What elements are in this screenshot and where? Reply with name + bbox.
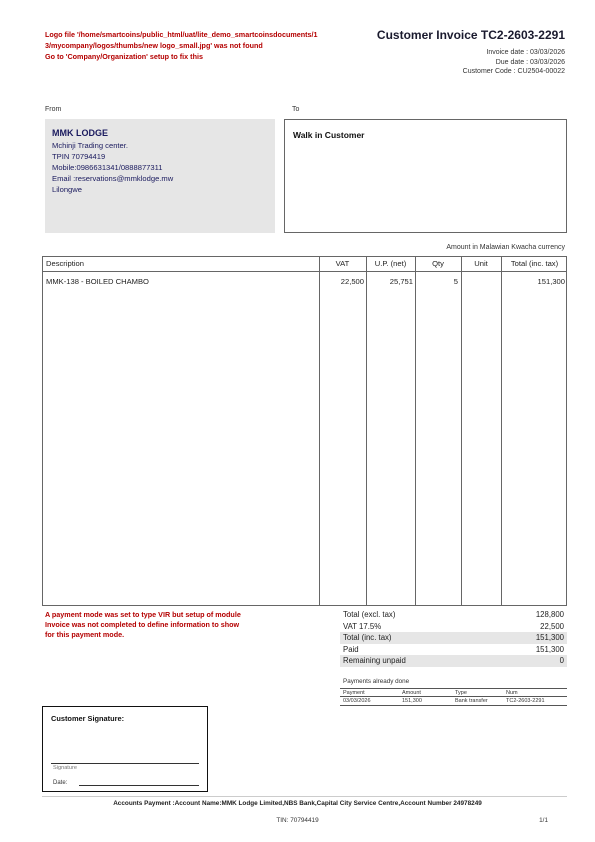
- invoice-date: Invoice date : 03/03/2026: [486, 49, 565, 56]
- total-inc-tax-row: [340, 632, 567, 644]
- customer-name: Walk in Customer: [293, 130, 365, 140]
- payments-header-amount: Amount: [402, 690, 421, 696]
- payments-header-payment: Payment: [343, 690, 365, 696]
- payment-warning-line: A payment mode was set to type VIR but setup of module: [45, 610, 241, 619]
- bank-details: Accounts Payment :Account Name:MMK Lodge Limited,NBS Bank,Capital City Service Centre,Account Number 24978249: [113, 800, 482, 807]
- line-vat: 22,500: [340, 277, 364, 286]
- column-header-description: Description: [46, 259, 84, 268]
- line-description: MMK-138 - BOILED CHAMBO: [46, 277, 149, 286]
- header-divider: [43, 271, 566, 272]
- from-label: From: [45, 106, 62, 113]
- column-divider: [366, 257, 367, 605]
- payments-header-type: Type: [455, 690, 467, 696]
- payment-warning-line: Invoice was not completed to define information to show: [45, 620, 240, 629]
- due-date: Due date : 03/03/2026: [495, 58, 565, 66]
- column-divider: [461, 257, 462, 605]
- column-header-total: Total (inc. tax): [510, 259, 559, 268]
- line-qty: 5: [453, 277, 458, 286]
- column-header-qty: Qty: [432, 259, 444, 268]
- payments-header-num: Num: [506, 690, 518, 696]
- total-label: Total (excl. tax): [343, 610, 396, 619]
- logo-missing-warning: [45, 29, 355, 62]
- address-line: Lilongwe: [52, 185, 82, 194]
- column-header-unit: Unit: [474, 259, 488, 268]
- payment-type: Bank transfer: [455, 698, 488, 704]
- address-line: Email :reservations@mmklodge.mw: [52, 174, 174, 183]
- payment-mode-warning: [45, 610, 285, 640]
- table-row: [340, 697, 567, 706]
- recipient-address-box: [284, 119, 567, 233]
- logo-warning-line: Logo file '/home/smartcoins/public_html/uat/lite_demo_smartcoinsdocuments/1: [45, 30, 318, 39]
- address-line: Mchinji Trading center.: [52, 141, 128, 150]
- remaining-unpaid-row: [340, 655, 567, 667]
- column-divider: [415, 257, 416, 605]
- signature-title: Customer Signature:: [51, 714, 125, 723]
- column-header-unit-price: U.P. (net): [374, 259, 407, 268]
- logo-warning-line: 3/mycompany/logos/thumbs/new logo_small.jpg' was not found: [45, 41, 263, 50]
- payments-done-label: Payments already done: [343, 678, 410, 685]
- line-total: 151,300: [537, 277, 565, 286]
- total-value: 0: [559, 656, 564, 665]
- total-value: 151,300: [535, 633, 564, 642]
- tin-number: TIN: 70794419: [276, 817, 319, 824]
- total-excl-tax-row: [340, 609, 567, 621]
- column-header-vat: VAT: [335, 259, 350, 268]
- invoice-meta: [463, 48, 565, 77]
- to-label: To: [292, 106, 300, 113]
- paid-row: [340, 644, 567, 656]
- invoice-lines-table: [42, 256, 567, 606]
- payment-num: TC2-2603-2291: [506, 698, 545, 704]
- signature-line: [51, 763, 199, 764]
- date-line: [79, 785, 199, 786]
- payment-warning-line: for this payment mode.: [45, 630, 125, 639]
- total-label: Paid: [343, 644, 359, 654]
- payments-table: [340, 688, 567, 706]
- footer-divider: [42, 796, 567, 797]
- currency-note: Amount in Malawian Kwacha currency: [446, 244, 565, 251]
- payment-amount: 151,300: [402, 698, 422, 704]
- invoice-title: Customer Invoice TC2-2603-2291: [376, 28, 565, 42]
- address-line: TPIN 70794419: [52, 152, 106, 161]
- totals-summary: [340, 609, 567, 667]
- customer-code: Customer Code : CU2504-00022: [462, 68, 565, 75]
- address-line: Mobile:0986631341/0888877311: [52, 163, 163, 172]
- total-label: VAT 17.5%: [343, 621, 382, 631]
- payments-header-row: [340, 688, 567, 697]
- total-value: 128,800: [535, 610, 564, 619]
- total-label: Total (inc. tax): [343, 633, 392, 642]
- total-label: Remaining unpaid: [343, 656, 406, 665]
- page-number: 1/1: [539, 817, 548, 824]
- line-unit-price: 25,751: [389, 277, 413, 286]
- signature-label: Signature: [53, 765, 77, 771]
- total-value: 151,300: [535, 644, 564, 654]
- payment-date: 03/03/2026: [343, 698, 371, 704]
- total-value: 22,500: [540, 621, 564, 631]
- date-label: Date:: [53, 780, 68, 786]
- company-name: MMK LODGE: [52, 128, 108, 138]
- column-divider: [501, 257, 502, 605]
- column-divider: [319, 257, 320, 605]
- vat-row: [340, 621, 567, 633]
- customer-signature-box: [42, 706, 208, 792]
- sender-address-box: [45, 119, 275, 233]
- logo-warning-line: Go to 'Company/Organization' setup to fix this: [45, 52, 203, 61]
